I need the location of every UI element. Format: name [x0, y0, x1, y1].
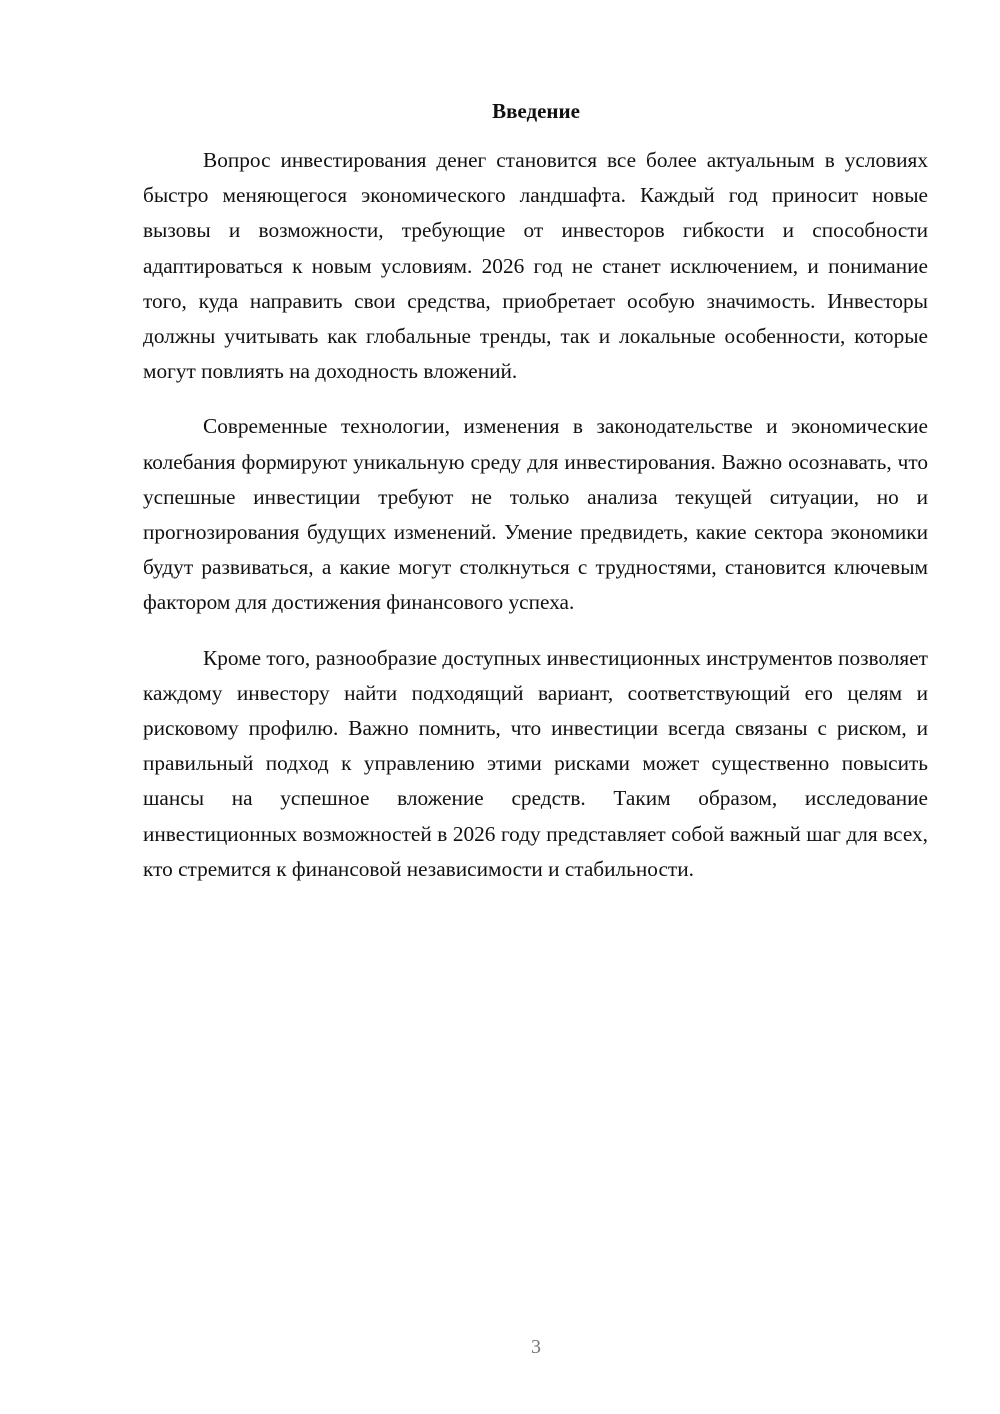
paragraph-3: Кроме того, разнообразие доступных инвестиционных инструментов позволяет каждому инвестору найти подходящий вариант, соответствующий его целям и рисковому профилю. Важно помнить, что инвестиции всегда связаны с риском, и правильный подход к управлению этими рисками может существенно повысить шансы на успешное вложение средств. Таким образом, исследование инвестиционных возможностей в 2026 году представляет собой важный шаг для всех, кто стремится к финансовой независимости и стабильности. [143, 645, 928, 881]
paragraph-1: Вопрос инвестирования денег становится все более актуальным в условиях быстро меняющегося экономического ландшафта. Каждый год приносит новые вызовы и возможности, требующие от инвесторов гибкости и способности адаптироваться к новым условиям. 2026 год не станет исключением, и понимание того, куда направить свои средства, приобретает особую значимость. Инвесторы должны учитывать как глобальные тренды, так и локальные особенности, которые могут повлиять на доходность вложений. [143, 148, 928, 384]
section-heading: Введение [492, 99, 580, 123]
body-text [143, 143, 928, 907]
paragraph-2: Современные технологии, изменения в законодательстве и экономические колебания формируют уникальную среду для инвестирования. Важно осознавать, что успешные инвестиции требуют не только анализа текущей ситуации, но и прогнозирования будущих изменений. Умение предвидеть, какие сектора экономики будут развиваться, а какие могут столкнуться с трудностями, становится ключевым фактором для достижения финансового успеха. [143, 414, 928, 615]
page-number: 3 [531, 1336, 541, 1358]
